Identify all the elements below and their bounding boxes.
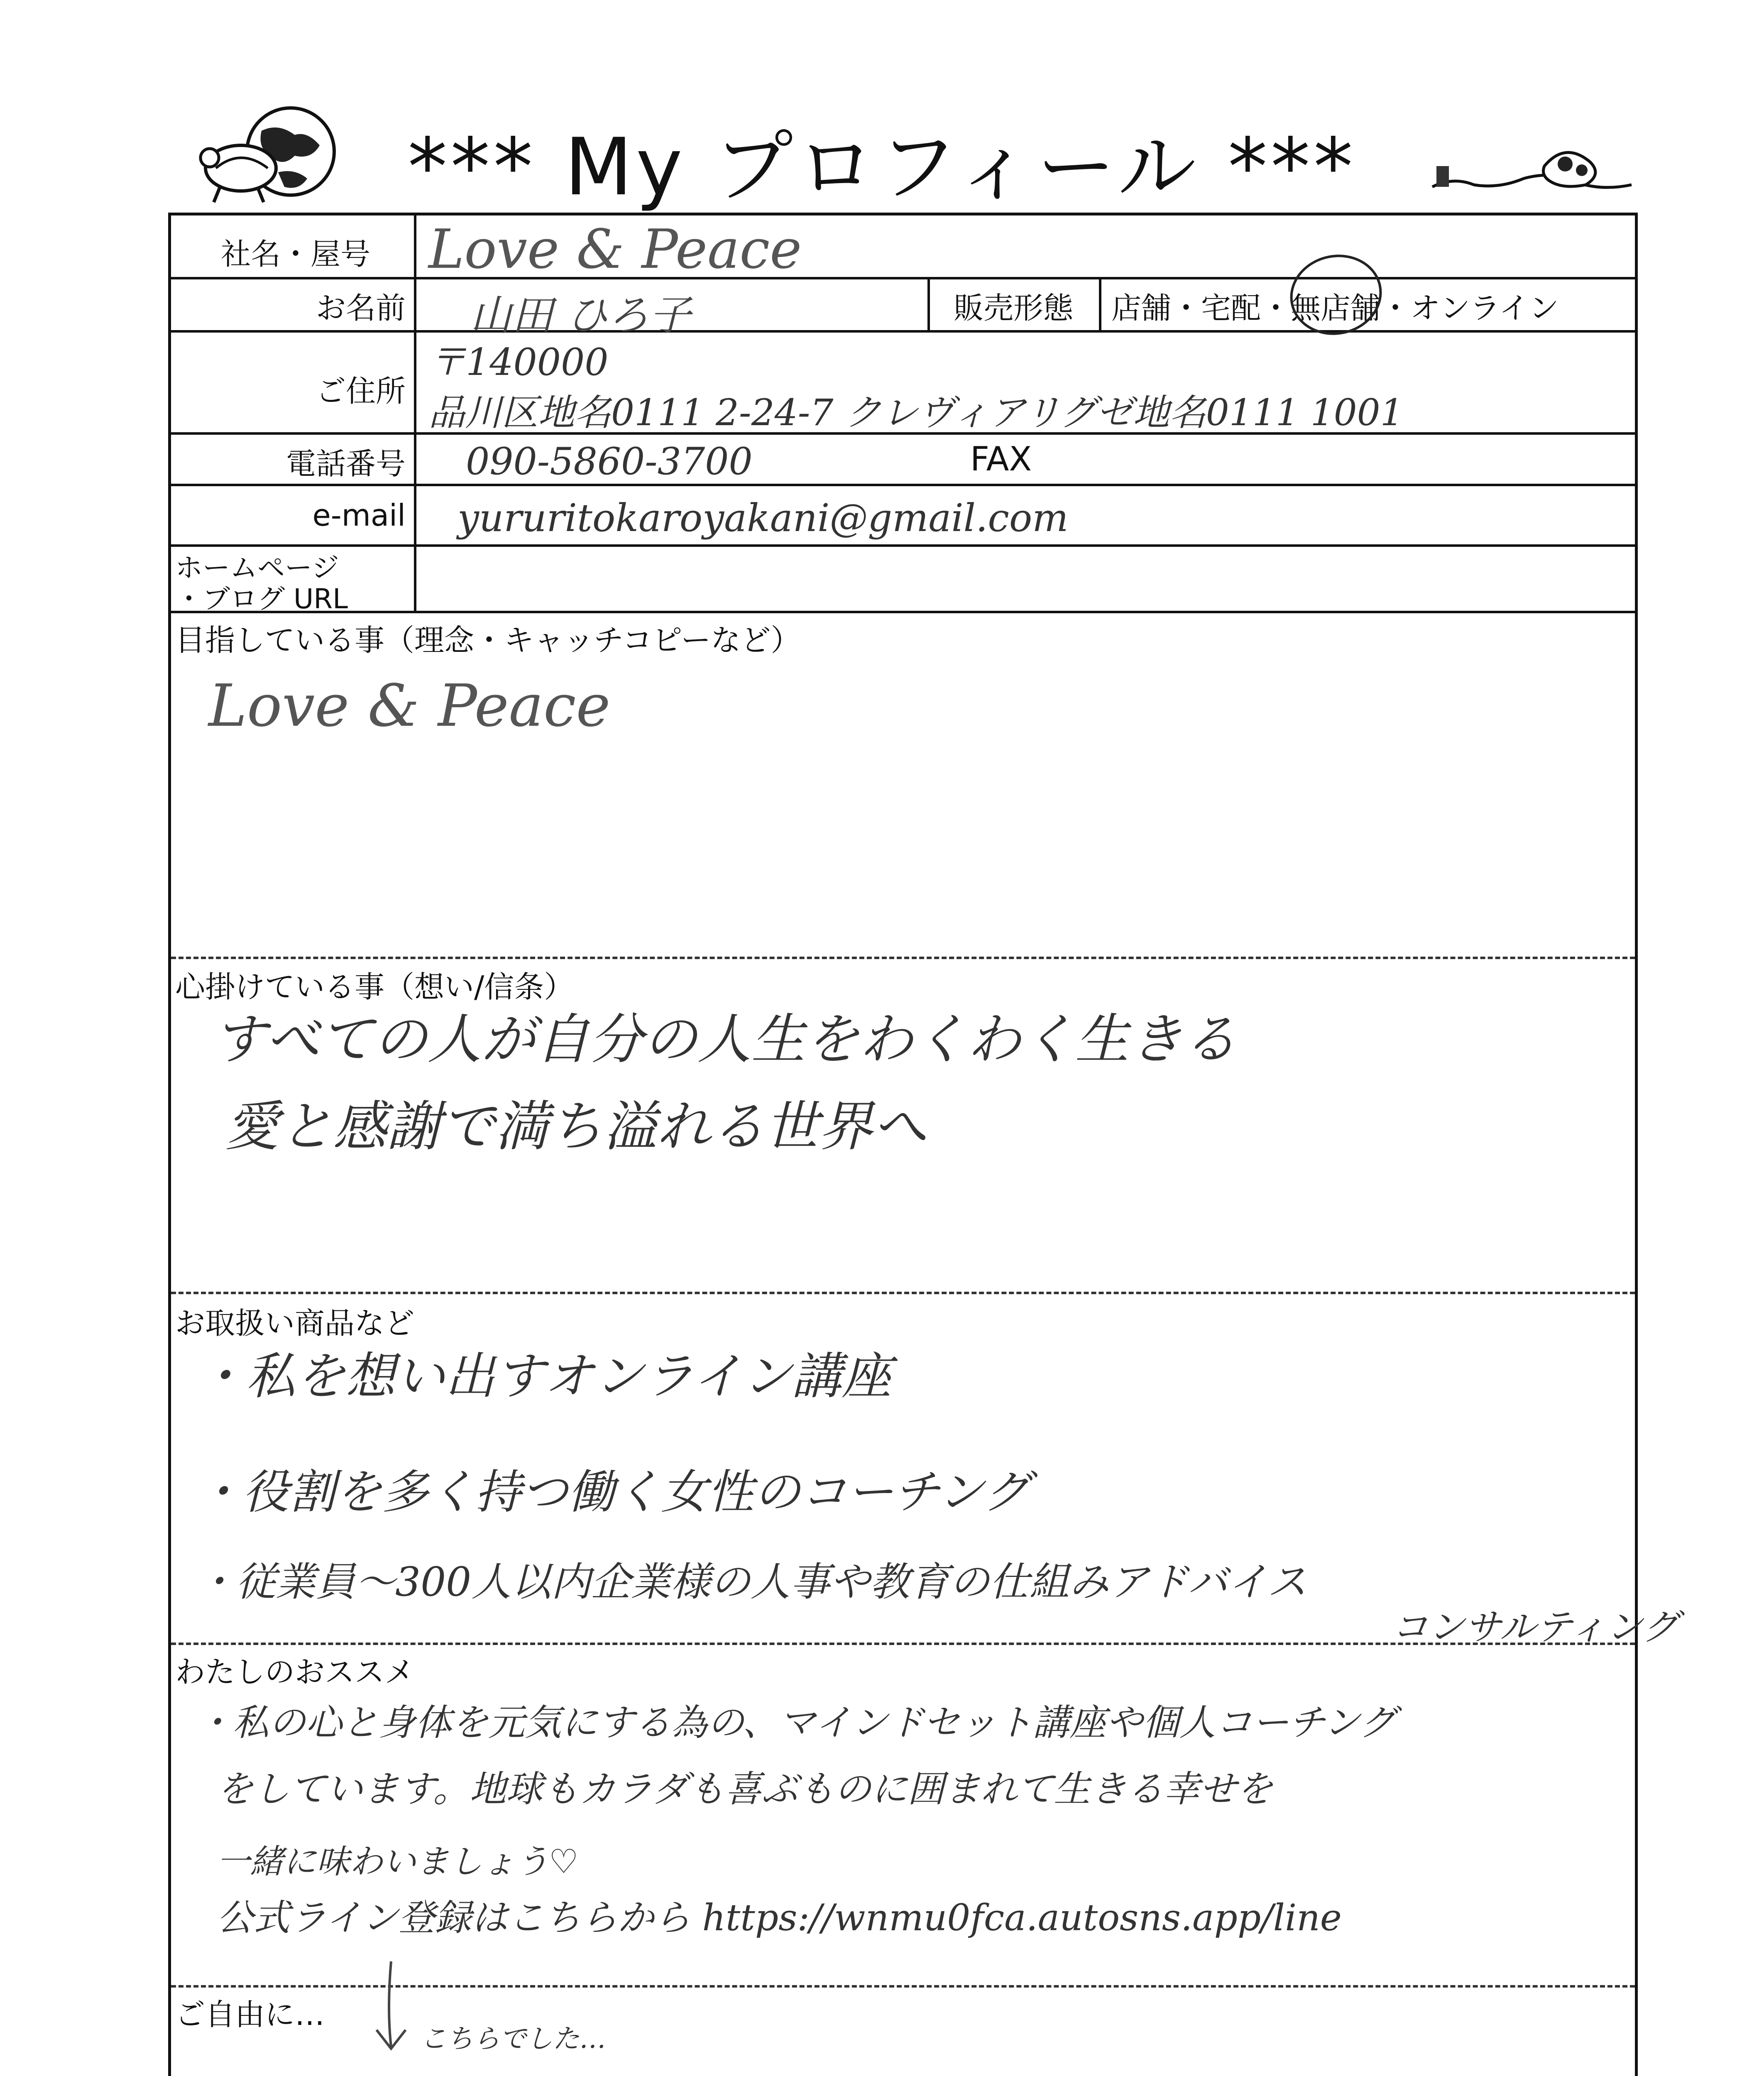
address-label: ご住所 (316, 374, 406, 409)
sales-type-options: 店舗・宅配・無店舗・オンライン (1111, 291, 1559, 326)
homepage-label-line2: ・ブログ URL (175, 583, 348, 615)
product-line: ・従業員〜300人以内企業様の人事や教育の仕組みアドバイス (196, 1559, 1307, 1605)
recommend-line: ・私の心と身体を元気にする為の、マインドセット講座や個人コーチング (196, 1701, 1396, 1744)
free-line: こちらでした… (420, 2024, 606, 2054)
homepage-label-line1: ホームページ (175, 552, 339, 584)
row-divider (171, 330, 1635, 333)
product-line: ・役割を多く持つ働く女性のコーチング (196, 1465, 1030, 1519)
arrow-down-icon (366, 1959, 416, 2059)
row-divider (171, 277, 1635, 279)
company-value: Love & Peace (428, 218, 802, 281)
name-value: 山田 ひろ子 (470, 291, 691, 340)
row-divider (171, 544, 1635, 547)
cell-divider (1099, 277, 1101, 330)
section-divider (171, 957, 1635, 959)
postal-value: 〒140000 (428, 340, 609, 384)
phone-label: 電話番号 (286, 446, 406, 481)
recommend-line: をしています。地球もカラダも喜ぶものに囲まれて生きる幸せを (217, 1768, 1273, 1810)
sales-type-label: 販売形態 (954, 291, 1074, 326)
section-divider (171, 1292, 1635, 1294)
phone-value: 090-5860-3700 (466, 440, 753, 483)
label-divider (414, 215, 416, 611)
row-divider (171, 611, 1635, 613)
recommend-label: わたしのおススメ (175, 1655, 415, 1689)
product-line: ・私を想い出すオンライン講座 (196, 1348, 892, 1405)
mindset-line: 愛と感謝で満ち溢れる世界へ (225, 1095, 927, 1158)
page-title: *** My プロフィール *** (408, 121, 1356, 213)
email-label: e-mail (312, 498, 406, 533)
recommend-line: 公式ライン登録はこちらから https://wnmu0fca.autosns.app/line (217, 1896, 1342, 1939)
name-label: お名前 (316, 291, 406, 326)
goal-line: Love & Peace (208, 672, 611, 740)
cell-divider (927, 277, 930, 330)
profile-form (168, 213, 1678, 2076)
products-label: お取扱い商品など (175, 1306, 415, 1341)
fax-label: FAX (970, 440, 1032, 478)
row-divider (171, 484, 1635, 486)
product-line: コンサルティング (1392, 1606, 1678, 1648)
free-label: ご自由に… (175, 1997, 325, 2032)
address-value: 品川区地名0111 2-24-7 クレヴィアリグゼ地名0111 1001 (428, 391, 1404, 434)
company-label: 社名・屋号 (221, 237, 371, 272)
mindset-line: すべての人が自分の人生をわくわく生きる (213, 1008, 1237, 1071)
recommend-line: 一緒に味わいましょう♡ (217, 1842, 579, 1881)
goal-label: 目指している事（理念・キャッチコピーなど） (175, 623, 801, 658)
turtle-globe-logo (195, 106, 345, 206)
mindset-label: 心掛けている事（想い/信条） (175, 969, 574, 1004)
selection-circle (1282, 246, 1389, 343)
email-value: yururitokaroyakani@gmail.com (458, 496, 1069, 540)
landscape-logo (1428, 137, 1636, 203)
